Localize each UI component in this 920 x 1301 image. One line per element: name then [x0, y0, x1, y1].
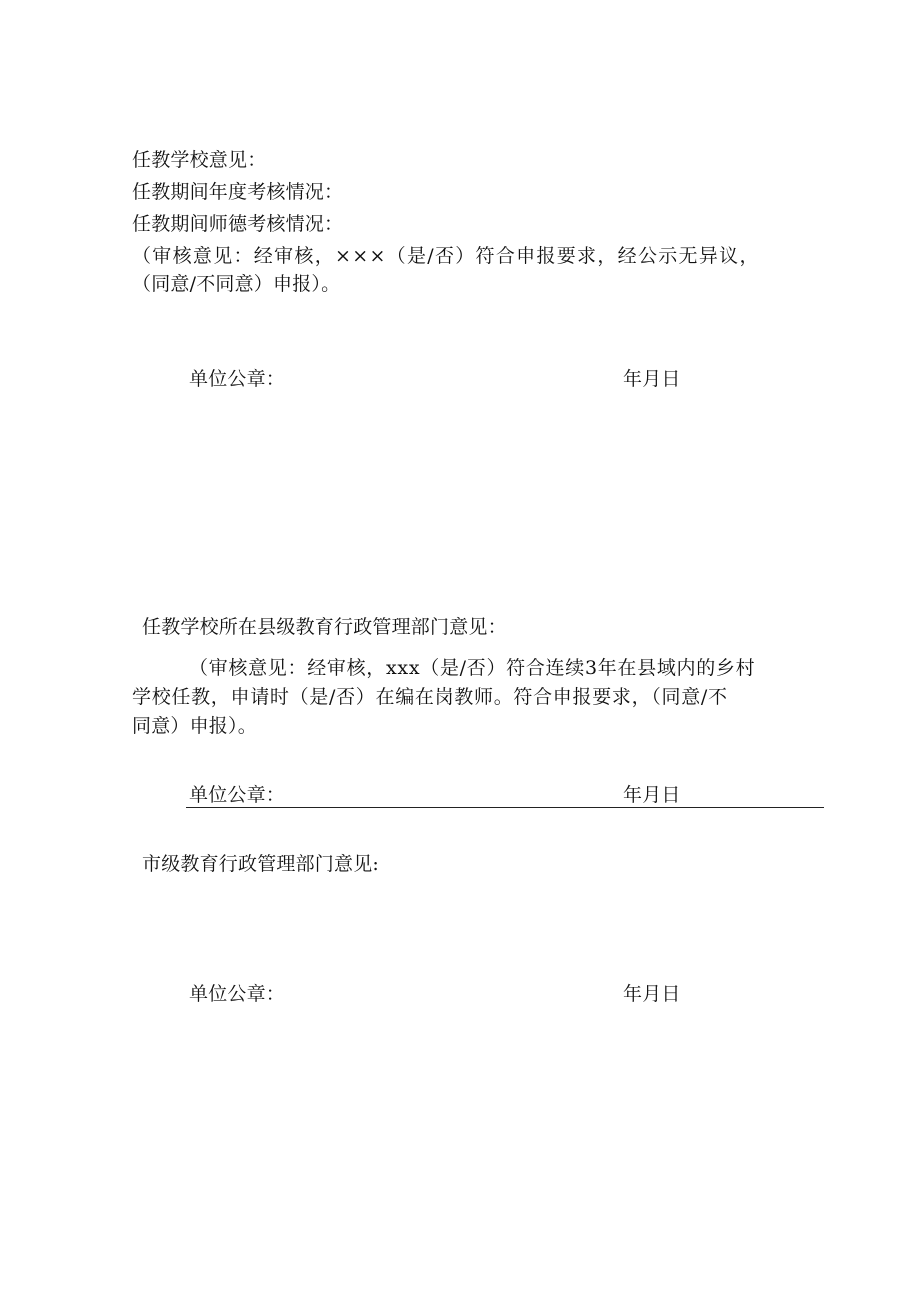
- date-label: 年月日: [623, 983, 681, 1005]
- unit-seal-label: 单位公章：: [189, 784, 286, 806]
- county-review-line-2: 学校任教，申请时（是/否）在编在岗教师。符合申报要求，（同意/不: [132, 686, 728, 708]
- county-review-line-3: 同意）申报）。: [132, 715, 257, 737]
- date-label: 年月日: [623, 368, 681, 390]
- date-label: 年月日: [623, 784, 681, 806]
- county-review-line-1: （审核意见：经审核，xxx（是/否）符合连续3年在县域内的乡村: [189, 657, 756, 679]
- review-opinion-line-1: （审核意见：经审核，×××（是/否）符合申报要求，经公示无异议，: [132, 245, 760, 267]
- signature-underline: [186, 807, 824, 808]
- unit-seal-label: 单位公章：: [189, 983, 286, 1005]
- school-opinion-label: 任教学校意见：: [132, 149, 267, 171]
- unit-seal-label: 单位公章：: [189, 368, 286, 390]
- review-opinion-line-2: （同意/不同意）申报）。: [132, 273, 341, 295]
- city-department-opinion-heading: 市级教育行政管理部门意见:: [142, 853, 380, 875]
- ethics-assessment-label: 任教期间师德考核情况：: [132, 213, 344, 235]
- annual-assessment-label: 任教期间年度考核情况：: [132, 181, 344, 203]
- county-department-opinion-heading: 任教学校所在县级教育行政管理部门意见：: [142, 616, 507, 638]
